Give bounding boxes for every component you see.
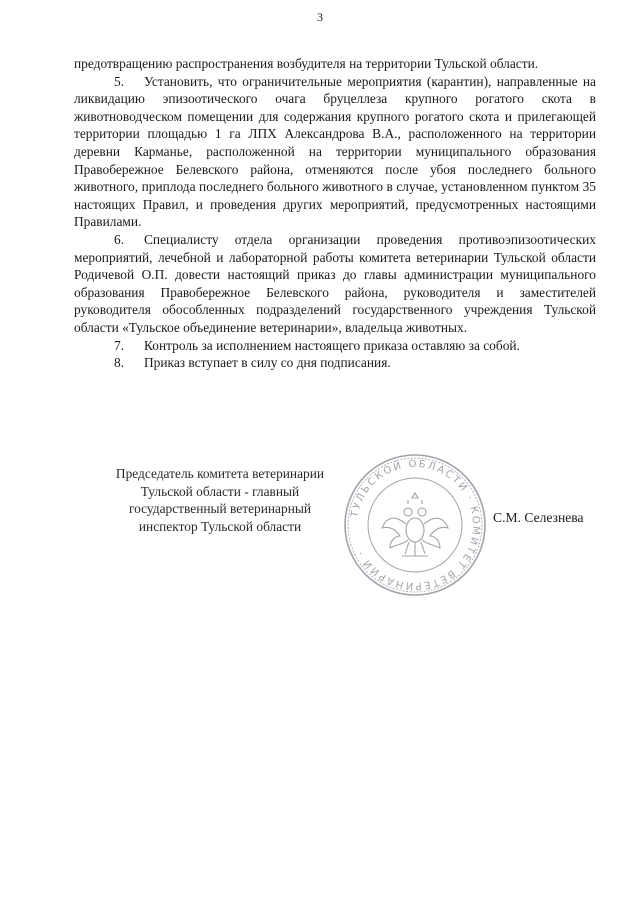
item-number: 6. bbox=[114, 231, 125, 247]
item-number: 5. bbox=[114, 73, 125, 89]
seal-outer-ring bbox=[345, 455, 485, 595]
paragraph-continuation bbox=[74, 55, 596, 73]
paragraph-text: Контроль за исполнением настоящего приказа оставляю за собой. bbox=[144, 337, 520, 353]
signer-name: С.М. Селезнева bbox=[493, 510, 584, 525]
seal-text: ТУЛЬСКОЙ ОБЛАСТИ · КОМИТЕТ ВЕТЕРИНАРИИ · bbox=[349, 458, 482, 592]
order-text bbox=[74, 55, 596, 372]
paragraph-item-7 bbox=[74, 337, 596, 355]
paragraph-text: Приказ вступает в силу со дня подписания. bbox=[144, 355, 391, 371]
page-number: 3 bbox=[317, 10, 323, 24]
item-number: 8. bbox=[114, 355, 125, 371]
eagle-emblem-icon bbox=[382, 493, 448, 556]
paragraph-item-8 bbox=[74, 354, 596, 372]
signatory-title-line: Председатель комитета ветеринарии bbox=[115, 466, 325, 481]
paragraph-text: Установить, что ограничительные мероприятия (карантин), направленные на ликвидацию эпизоотического очага бруцеллеза крупного рогатого скота в животноводческом помещении для содержания крупного рогатого скота и прилегающей территории площадью 1 га ЛПХ Александрова В.А., расположенного на территории деревни Карманье, расположенной на территории муниципального образования Правобережное Белевского района, отменяются после убоя последнего больного животного, приплода последнего больного животного в случае, установленном пунктом 35 настоящих Правил, и проведения других мероприятий, предусмотренных настоящими Правилами. bbox=[74, 73, 596, 230]
signatory-title-line: инспектор Тульской области bbox=[138, 518, 302, 534]
signatory-title-line: государственный ветеринарный bbox=[128, 501, 312, 517]
official-seal bbox=[342, 452, 488, 598]
paragraph-item-6 bbox=[74, 231, 596, 337]
paragraph-item-5 bbox=[74, 73, 596, 231]
signatory-title bbox=[80, 465, 360, 535]
paragraph-text: Специалисту отдела организации проведения противоэпизоотических мероприятий, лечебной и лабораторной работы комитета ветеринарии Тульской области Родичевой О.П. довести настоящий приказ до главы администрации муниципального образования Правобережное Белевского района, руководителя и заместителей руководителя обособленных подразделений государственного учреждения Тульской области «Тульское объединение ветеринарии», владельца животных. bbox=[74, 231, 596, 335]
signatory-title-line: Тульской области - главный bbox=[140, 483, 300, 499]
paragraph-text: предотвращению распространения возбудителя на территории Тульской области. bbox=[74, 56, 539, 71]
item-number: 7. bbox=[114, 337, 125, 353]
